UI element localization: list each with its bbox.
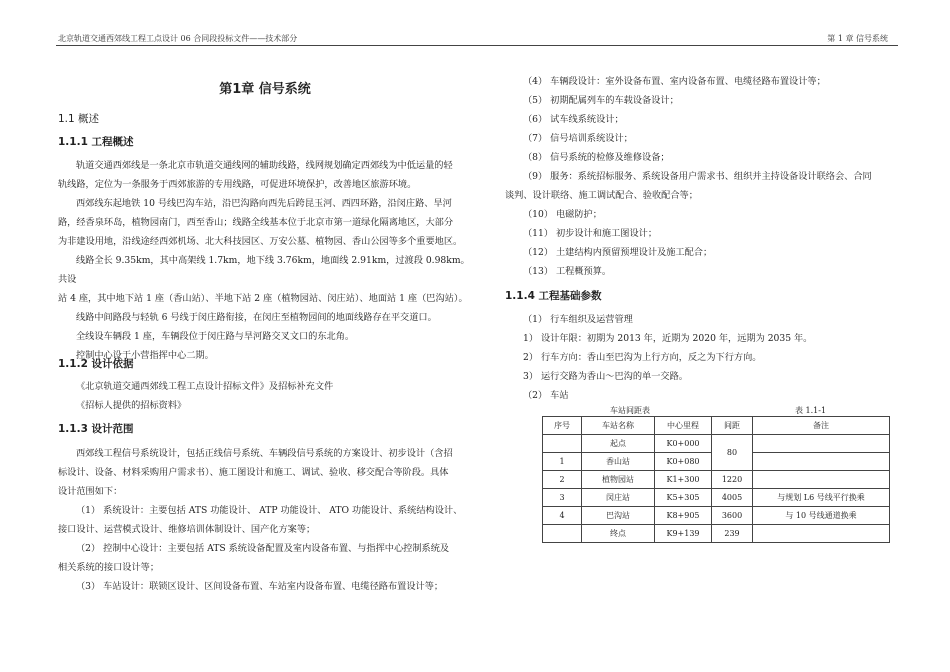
station-distance-table bbox=[542, 416, 890, 543]
basis-line: 《招标人提供的招标资料》 bbox=[76, 400, 187, 411]
cell-name: 起点 bbox=[582, 435, 655, 453]
scope-item: （9） 服务：系统招标服务、系统设备用户需求书、组织并主持设备设计联络会、合同 bbox=[523, 171, 872, 182]
header-cell: 序号 bbox=[543, 417, 582, 435]
scope-item: （13） 工程概预算。 bbox=[523, 266, 612, 277]
scope-item: （12） 土建结构内预留预埋设计及施工配合； bbox=[523, 247, 713, 258]
overview-line: 轨线路，定位为一条服务于西郊旅游的专用线路，可促进环境保护，改善地区旅游环境。 bbox=[58, 179, 417, 190]
table-row bbox=[543, 435, 890, 453]
scope-item: （6） 试车线系统设计； bbox=[523, 114, 624, 125]
table-row bbox=[543, 507, 890, 525]
overview-line: 控制中心设于小营指挥中心二期。 bbox=[76, 350, 214, 361]
cell-no bbox=[543, 435, 582, 453]
scope-item: 接口设计、运营模式设计、维修培训体制设计、国产化方案等； bbox=[58, 524, 316, 535]
cell-mileage: K0+000 bbox=[655, 435, 712, 453]
cell-gap: 239 bbox=[712, 525, 753, 543]
param-line: 1） 设计年限：初期为 2013 年，近期为 2020 年，远期为 2035 年。 bbox=[523, 333, 813, 344]
scope-item: （3） 车站设计：联锁区设计、区间设备布置、车站室内设备布置、电缆径路布置设计等； bbox=[76, 581, 444, 592]
table-row bbox=[543, 489, 890, 507]
cell-name: 植物园站 bbox=[582, 471, 655, 489]
header-cell: 间距 bbox=[712, 417, 753, 435]
cell-note bbox=[753, 453, 890, 471]
cell-note: 与规划 L6 号线平行换乘 bbox=[753, 489, 890, 507]
cell-mileage: K9+139 bbox=[655, 525, 712, 543]
scope-line: 标设计、设备、材料采购用户需求书）、施工图设计和施工、调试、验收、移交配合等阶段。具体 bbox=[58, 467, 449, 478]
table-row bbox=[543, 471, 890, 489]
overview-block bbox=[58, 156, 472, 365]
param-line: （1） 行车组织及运营管理 bbox=[523, 314, 633, 325]
table-caption: 车站间距表 bbox=[610, 406, 650, 415]
scope-block bbox=[58, 444, 472, 596]
cell-name: 闵庄站 bbox=[582, 489, 655, 507]
scope-item: （4） 车辆段设计：室外设备布置、室内设备布置、电缆径路布置设计等； bbox=[523, 76, 826, 87]
scope-item: （7） 信号培训系统设计； bbox=[523, 133, 633, 144]
cell-no: 3 bbox=[543, 489, 582, 507]
header-cell: 备注 bbox=[753, 417, 890, 435]
cell-gap: 80 bbox=[712, 435, 753, 471]
header-left: 北京轨道交通西郊线工程工点设计 06 合同段投标文件——技术部分 bbox=[58, 34, 298, 43]
scope-item: 谈判、设计联络、施工调试配合、验收配合等； bbox=[505, 190, 698, 201]
basis-line: 《北京轨道交通西郊线工程工点设计招标文件》及招标补充文件 bbox=[76, 381, 334, 392]
cell-name: 终点 bbox=[582, 525, 655, 543]
table-ref: 表 1.1-1 bbox=[795, 406, 827, 415]
header-divider bbox=[56, 45, 898, 46]
basis-block bbox=[58, 377, 472, 415]
cell-no: 4 bbox=[543, 507, 582, 525]
cell-no: 1 bbox=[543, 453, 582, 471]
params-block bbox=[505, 310, 897, 405]
header-right: 第 1 章 信号系统 bbox=[827, 34, 888, 43]
overview-line: 路，经香泉环岛，植物园南门，西至香山；线路全线基本位于北京市第一道绿化隔离地区，大部分 bbox=[58, 217, 454, 228]
scope-line: 设计范围如下： bbox=[58, 486, 123, 497]
section-1-1-3: 1.1.3 设计范围 bbox=[58, 423, 134, 435]
overview-line: 线路全长 9.35km，其中高架线 1.7km，地下线 3.76km，地面线 2.91km，过渡段 0.98km。共设 bbox=[58, 255, 470, 285]
cell-gap: 3600 bbox=[712, 507, 753, 525]
cell-mileage: K5+305 bbox=[655, 489, 712, 507]
scope-item: （10） 电磁防护； bbox=[523, 209, 602, 220]
header-cell: 车站名称 bbox=[582, 417, 655, 435]
cell-note bbox=[753, 471, 890, 489]
param-line: 3） 运行交路为香山～巴沟的单一交路。 bbox=[523, 371, 688, 382]
cell-note: 与 10 号线通道换乘 bbox=[753, 507, 890, 525]
cell-mileage: K8+905 bbox=[655, 507, 712, 525]
overview-line: 轨道交通西郊线是一条北京市轨道交通线网的辅助线路，线网规划确定西郊线为中低运量的轻 bbox=[76, 160, 453, 171]
cell-mileage: K0+080 bbox=[655, 453, 712, 471]
scope-line: 西郊线工程信号系统设计，包括正线信号系统、车辆段信号系统的方案设计、初步设计（含招 bbox=[76, 448, 453, 459]
cell-gap: 1220 bbox=[712, 471, 753, 489]
scope-right-block bbox=[505, 72, 897, 281]
section-1-1: 1.1 概述 bbox=[58, 113, 100, 125]
section-1-1-1: 1.1.1 工程概述 bbox=[58, 136, 134, 148]
cell-no: 2 bbox=[543, 471, 582, 489]
cell-note bbox=[753, 435, 890, 453]
section-1-1-4: 1.1.4 工程基础参数 bbox=[505, 290, 602, 302]
scope-item: （5） 初期配属列车的车载设备设计； bbox=[523, 95, 679, 106]
param-line: （2） 车站 bbox=[523, 390, 569, 401]
overview-line: 全线设车辆段 1 座，车辆段位于闵庄路与旱河路交叉文口的东北角。 bbox=[76, 331, 355, 342]
cell-mileage: K1+300 bbox=[655, 471, 712, 489]
scope-item: 相关系统的接口设计等； bbox=[58, 562, 160, 573]
scope-item: （11） 初步设计和施工图设计； bbox=[523, 228, 658, 239]
scope-item: （1） 系统设计：主要包括 ATS 功能设计、 ATP 功能设计、 ATO 功能设计、系统结构设计、 bbox=[76, 505, 463, 516]
chapter-title: 第1章 信号系统 bbox=[219, 82, 311, 97]
scope-item: （2） 控制中心设计：主要包括 ATS 系统设备配置及室内设备布置、与指挥中心控制系统及 bbox=[76, 543, 450, 554]
scope-item: （8） 信号系统的检修及维修设备； bbox=[523, 152, 670, 163]
param-line: 2） 行车方向：香山至巴沟为上行方向，反之为下行方向。 bbox=[523, 352, 762, 363]
section-1-1-2: 1.1.2 设计依据 bbox=[58, 358, 134, 370]
overview-line: 为非建设用地，沿线途经西郊机场、北大科技园区、万安公墓、植物园、香山公园等多个重要地区。 bbox=[58, 236, 463, 247]
cell-gap: 4005 bbox=[712, 489, 753, 507]
overview-line: 线路中间路段与轻轨 6 号线于闵庄路衔接，在闵庄至植物园间的地面线路存在平交道口。 bbox=[76, 312, 437, 323]
cell-note bbox=[753, 525, 890, 543]
overview-line: 站 4 座，其中地下站 1 座（香山站）、半地下站 2 座（植物园站、闵庄站）、地面站 1 座（巴沟站）。 bbox=[58, 293, 468, 304]
cell-name: 巴沟站 bbox=[582, 507, 655, 525]
header-cell: 中心里程 bbox=[655, 417, 712, 435]
cell-name: 香山站 bbox=[582, 453, 655, 471]
cell-no bbox=[543, 525, 582, 543]
table-row bbox=[543, 525, 890, 543]
overview-line: 西郊线东起地铁 10 号线巴沟车站，沿巴沟路向西先后跨昆玉河、西四环路，沿闵庄路、旱河 bbox=[76, 198, 452, 209]
table-header-row bbox=[543, 417, 890, 435]
